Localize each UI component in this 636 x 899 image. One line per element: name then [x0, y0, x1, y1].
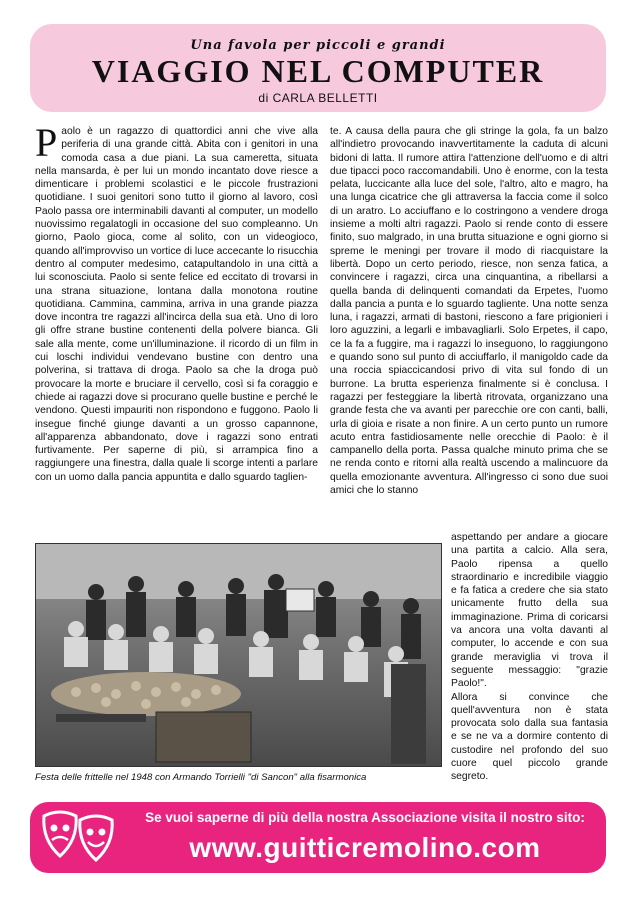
header-kicker: Una favola per piccoli e grandi — [190, 38, 446, 53]
article-column-continuation — [451, 531, 608, 784]
page-title: VIAGGIO NEL COMPUTER — [91, 53, 545, 89]
theater-masks-icon — [36, 806, 122, 873]
article-text-left: aolo è un ragazzo di quattordici anni che vive alla periferia di una grande città. Abita con i genitori in una comoda casa a due piani. La sua cameretta, situata nella mansarda, è per lui un mondo incantato dove riesce a dimenticare i problemi scolastici e le piccole frustrazioni quotidiane. I suoi genitori sono tutto il giorno al lavoro, così Paolo passa ore interminabili davanti al computer, un modello nuovissimo regalatogli in occasione del suo compleanno. Un giorno, Paolo gioca, come al solito, con un videogioco, quando all'improvviso un vortice di luce accecante lo risucchia dentro al computer medesimo, catapultandolo in una città a lui sconosciuta. Paolo si sente felice ed eccitato di trovarsi in una strana situazione, lontana dalla monotona routine quotidiana. Cammina, cammina, arriva in una grande piazza dove incontra tre ragazzi all'incirca della sua età. Uno di loro gli offre strane bustine contenenti della polvere bianca. Gli sale alla mente, come un'illuminazione. il ricordo di un film in cui loschi individui vendevano bustine con dentro una polverina, si trattava di droga. Paolo sa che la droga può provocare la morte e bruciare il cervello, così si fa coraggio e chiede ai ragazzi dove si procurano quelle bustine e perché le vendono. Questi impauriti non rispondono e fuggono. Paolo li insegue finché giunge davanti a un grosso capannone, all'apparenza abbandonato, dove i ragazzi sono entrati furtivamente. Per saperne di più, si arrampica fino a raggiungere una finestra, dalla quale li scorge intenti a parlare con un uomo dalla pancia appuntita e dallo sguardo taglien- — [35, 126, 318, 483]
article-text-right: te. A causa della paura che gli stringe la gola, fa un balzo all'indietro provocando inavvertitamente la caduta di alcuni bidoni di latta. Il rumore attira l'attenzione dell'uomo e di altri due tipacci poco raccomandabili. Uno è enorme, con la testa pelata, luccicante alla luce del sole, l'altro, alto e magro, ha una lunga cicatrice che gli attraversa la faccia come il solco di un aratro. Lo acciuffano e lo costringono a vendere droga insieme a molti altri ragazzi. Paolo si rende conto di essere finito, suo malgrado, in una brutta situazione e ogni giorno si spreme le meningi per trovare il modo di riacquistare la libertà. Dopo un certo periodo, riesce, non senza fatica, a convincere i ragazzi, circa una cinquantina, a ribellarsi a quella banda di delinquenti comandati da Erpetes, l'uomo dalla pancia a punta e lo sguardo tagliente. Una notte senza luna, i ragazzi, armati di bastoni, riescono a fare prigionieri i loro aguzzini, a legarli e imbavagliarli. Solo Erpetes, il capo, ce la fa a fuggire, ma i ragazzi lo inseguono, lo raggiungono e quando sono sul punto di acciuffarlo, il manigoldo cade da una roccia spiaccicandosi privo di vita sul fondo di un burrone. La brutta esperienza finalmente si è conclusa. I ragazzi per festeggiare la libertà ritrovata, organizzano una grande festa che va avanti per parecchie ore con canti, balli, urla di gioia e risate a non finire. A un certo punto un rumore acuto entra fastidiosamente nelle orecchie di Paolo: è il campanello della porta. Passa qualche minuto prima che se ne renda conto e ritorni alla realtà uscendo a malincuore da quella emozionante avventura. All'ingresso ci sono due suoi amici che lo stanno — [330, 126, 608, 497]
photo-caption: Festa delle frittelle nel 1948 con Armando Torrielli "di Sancon" alla fisarmonica — [35, 772, 367, 783]
article-text-continuation-2: Allora si convince che quell'avventura non è stata provocata solo dalla sua fantasia e se ne va a dormire contento di custodire nel profondo del suo cuore quel piccolo grande segreto. — [451, 691, 608, 783]
header-banner — [30, 24, 606, 112]
author-byline: di CARLA BELLETTI — [258, 91, 378, 105]
article-paragraph-1 — [35, 120, 318, 484]
footer-banner — [30, 802, 606, 873]
website-link[interactable]: www.guitticremolino.com — [189, 832, 541, 863]
footer-invite-text: Se vuoi saperne di più della nostra Associazione visita il nostro sito: — [145, 810, 585, 825]
article-text-continuation-1: aspettando per andare a giocare una partita a calcio. Alla sera, Paolo ripensa a quello straordinario e incredibile viaggio e fa fatica a credere che sia stato unicamente frutto della sua immaginazione. Prima di coricarsi va ancora una volta davanti al computer, lo accende e con sua grande meraviglia vi trova il seguente messaggio: "grazie Paolo!". — [451, 532, 608, 690]
article-column-right — [330, 125, 608, 497]
article-column-left — [35, 120, 318, 484]
festival-photo — [35, 543, 442, 767]
photo-figure — [35, 543, 442, 791]
drop-cap: P — [35, 120, 58, 165]
